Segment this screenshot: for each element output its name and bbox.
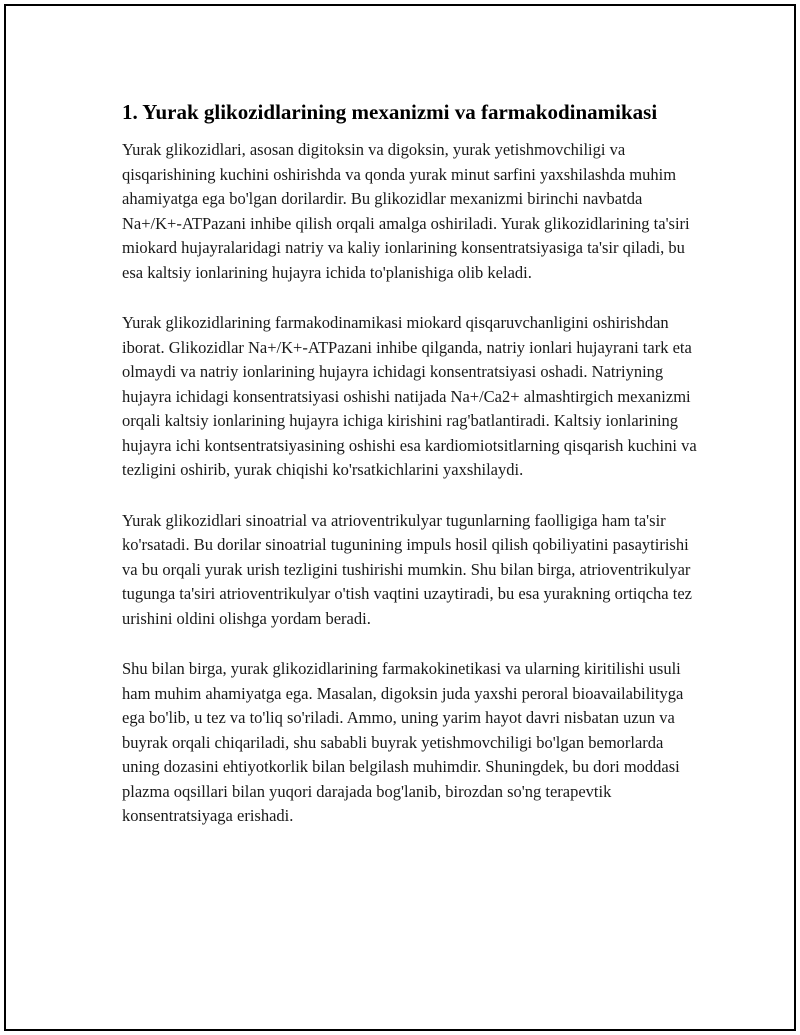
document-title: 1. Yurak glikozidlarining mexanizmi va farmakodinamikasi bbox=[122, 100, 658, 124]
document-body bbox=[122, 98, 702, 829]
paragraph-nodal-effects: Yurak glikozidlari sinoatrial va atrioventrikulyar tugunlarning faolligiga ham ta'sir ko'rsatadi. Bu dorilar sinoatrial tugunining impuls hosil qilish qobiliyatini pasaytirishi va bu orqali yurak urish tezligini tushirishi mumkin. Shu bilan birga, atrioventrikulyar tugunga ta'siri atrioventrikulyar o'tish vaqtini uzaytiradi, bu esa yurakning ortiqcha tez urishini oldini olishga yordam beradi. bbox=[122, 510, 692, 628]
paragraph-pharmacokinetics: Shu bilan birga, yurak glikozidlarining farmakokinetikasi va ularning kiritilishi usuli ham muhim ahamiyatga ega. Masalan, digoksin juda yaxshi peroral bioavailabilityga ega bo'lib, u tez va to'liq so'riladi. Ammo, uning yarim hayot davri nisbatan uzun va buyrak orqali chiqariladi, shu sababli buyrak yetishmovchiligi bo'lgan bemorlarda uning dozasini ehtiyotkorlik bilan belgilash muhimdir. Shuningdek, bu dori moddasi plazma oqsillari bilan yuqori darajada bog'lanib, birozdan so'ng terapevtik konsentratsiyaga erishadi. bbox=[122, 659, 684, 825]
paragraph-pharmacodynamics: Yurak glikozidlarining farmakodinamikasi miokard qisqaruvchanligini oshirishdan iborat. Glikozidlar Na+/K+-ATPazani inhibe qilganda, natriy ionlari hujayrani tark eta olmaydi va natriy ionlarining hujayra ichidagi konsentratsiyasi oshadi. Natriyning hujayra ichidagi konsentratsiyasi oshishi natijada Na+/Ca2+ almashtirgich mexanizmi orqali kaltsiy ionlarining hujayra ichiga kirishini rag'batlantiradi. Kaltsiy ionlarining hujayra ichi kontsentratsiyasining oshishi esa kardiomiotsitlarning qisqarish kuchini va tezligini oshirib, yurak chiqishi ko'rsatkichlarini yaxshilaydi. bbox=[122, 313, 697, 479]
paragraph-mechanism: Yurak glikozidlari, asosan digitoksin va digoksin, yurak yetishmovchiligi va qisqarishining kuchini oshirishda va qonda yurak minut sarfini yaxshilashda muhim ahamiyatga ega bo'lgan dorilardir. Bu glikozidlar mexanizmi birinchi navbatda Na+/K+-ATPazani inhibe qilish orqali amalga oshiriladi. Yurak glikozidlarining ta'siri miokard hujayralaridagi natriy va kaliy ionlarining konsentratsiyasiga ta'sir qiladi, bu esa kaltsiy ionlarining hujayra ichida to'planishiga olib keladi. bbox=[122, 140, 690, 282]
page-frame bbox=[4, 4, 796, 1031]
